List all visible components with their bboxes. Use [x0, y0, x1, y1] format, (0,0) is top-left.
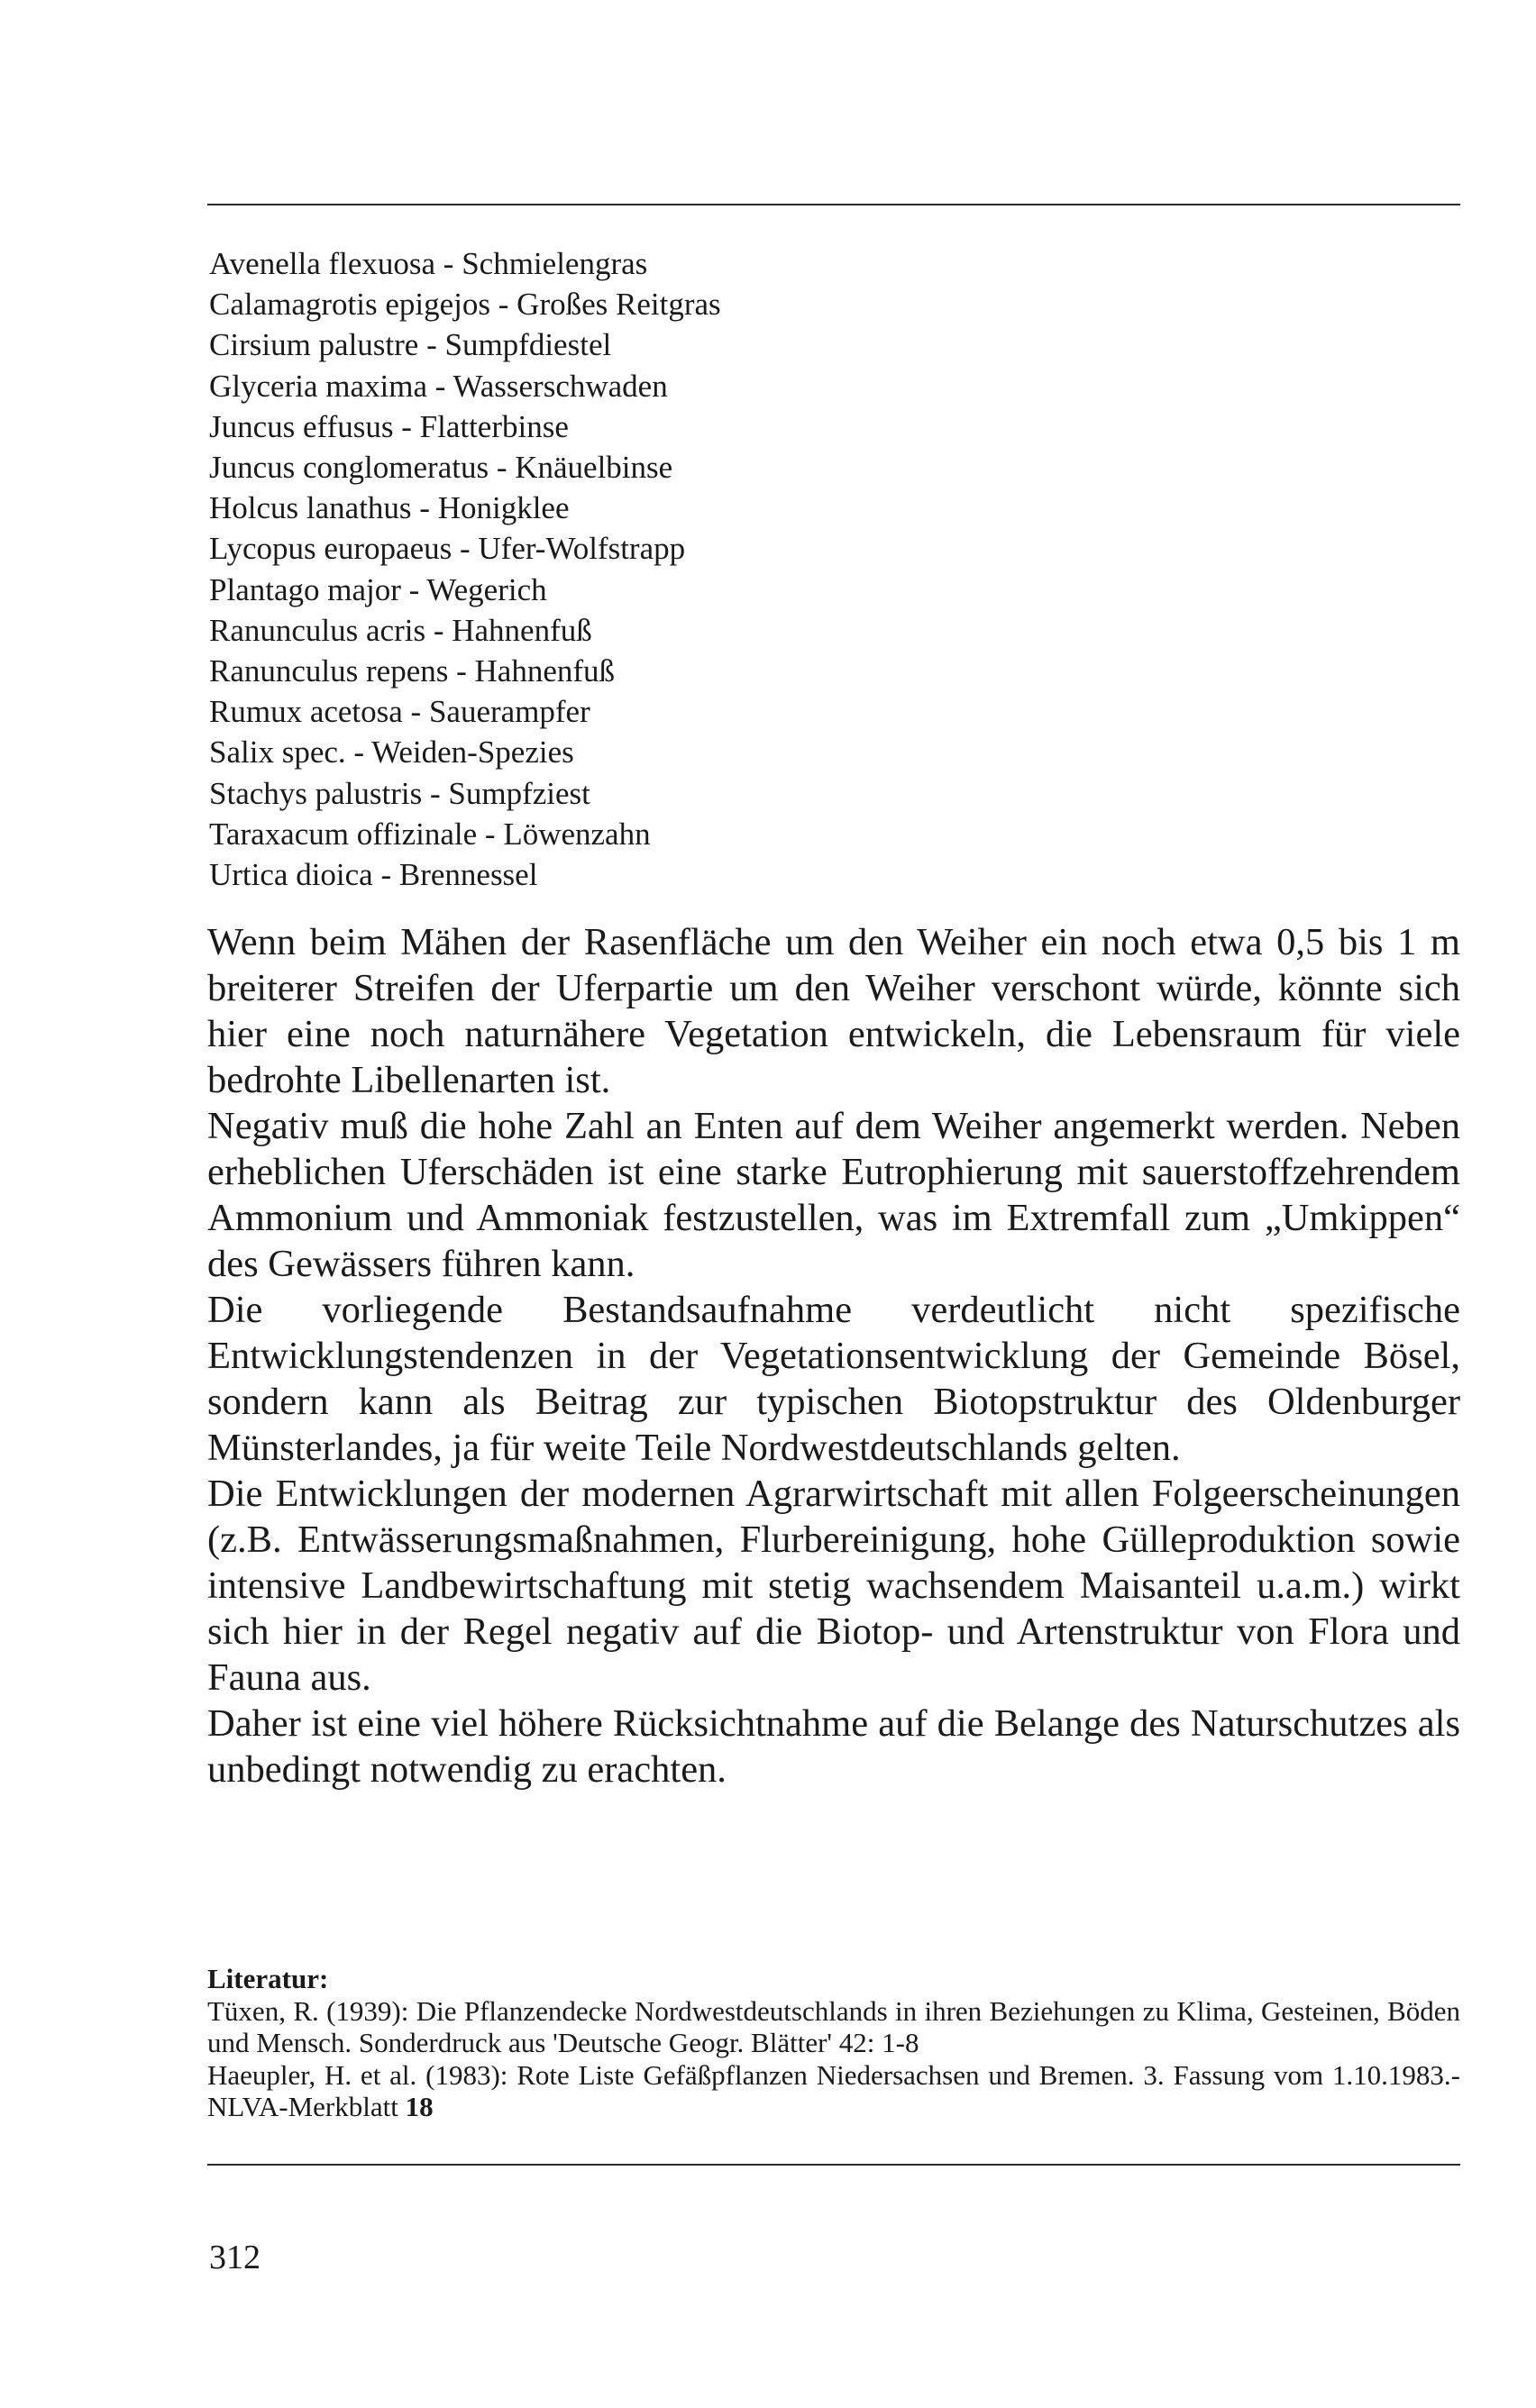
species-item: Calamagrotis epigejos - Großes Reitgras: [209, 287, 721, 323]
reference-text: Haeupler, H. et al. (1983): Rote Liste Gefäßpflanzen Niedersachsen und Bremen. 3. Fassung vom 1.10.1983.- NLVA-Merkblatt: [207, 2058, 1460, 2122]
reference-bold: 18: [405, 2091, 434, 2122]
species-item: Glyceria maxima - Wasserschwaden: [209, 368, 668, 404]
literature-reference: [207, 2059, 1460, 2123]
species-item: Cirsium palustre - Sumpfdiestel: [209, 327, 612, 363]
species-item: Stachys palustris - Sumpfziest: [209, 775, 590, 811]
top-rule: [207, 204, 1460, 205]
body-text: [207, 919, 1460, 1792]
bottom-rule: [207, 2164, 1460, 2166]
species-item: Ranunculus repens - Hahnenfuß: [209, 653, 616, 689]
literature-heading: Literatur:: [207, 1963, 329, 1994]
paragraph: Negativ muß die hohe Zahl an Enten auf dem Weiher angemerkt werden. Neben erheblichen Uferschäden ist eine starke Eutrophierung mit sauerstoffzehrendem Ammonium und Ammoniak festzustellen, was im Extremfall zum „Umkippen“ des Gewässers führen kann.: [207, 1105, 1460, 1285]
literature-reference: [207, 1995, 1460, 2059]
species-item: Plantago major - Wegerich: [209, 571, 547, 607]
species-item: Salix spec. - Weiden-Spezies: [209, 734, 574, 771]
literature-section: [207, 1963, 1460, 2123]
species-item: Holcus lanathus - Honigklee: [209, 490, 570, 526]
species-list: [209, 243, 1453, 895]
paragraph: Die vorliegende Bestandsaufnahme verdeutlicht nicht spezifische Entwicklungstendenzen in der Vegetationsentwicklung der Gemeinde Bösel, sondern kann als Beitrag zur typischen Biotopstruktur des Oldenburger Münsterlandes, ja für weite Teile Nordwestdeutschlands gelten.: [207, 1289, 1460, 1469]
species-item: Urtica dioica - Brennessel: [209, 857, 538, 893]
paragraph: Die Entwicklungen der modernen Agrarwirtschaft mit allen Folgeerscheinungen (z.B. Entwässerungsmaßnahmen, Flurbereinigung, hohe Gülleproduktion sowie intensive Landbewirtschaftung mit stetig wachsendem Maisanteil u.a.m.) wirkt sich hier in der Regel negativ auf die Biotop- und Artenstruktur von Flora und Fauna aus.: [207, 1473, 1460, 1699]
page-number: 312: [209, 2239, 261, 2276]
species-item: Avenella flexuosa - Schmielengras: [209, 246, 648, 281]
paragraph: Wenn beim Mähen der Rasenfläche um den Weiher ein noch etwa 0,5 bis 1 m breiterer Streifen der Uferpartie um den Weiher verschont würde, könnte sich hier eine noch naturnähere Vegetation entwickeln, die Lebensraum für viele bedrohte Libellenarten ist.: [207, 921, 1460, 1101]
species-item: Juncus effusus - Flatterbinse: [209, 408, 569, 444]
species-item: Lycopus europaeus - Ufer-Wolfstrapp: [209, 531, 686, 567]
paragraph: Daher ist eine viel höhere Rücksichtnahme auf die Belange des Naturschutzes als unbedingt notwendig zu erachten.: [207, 1702, 1460, 1791]
species-item: Ranunculus acris - Hahnenfuß: [209, 612, 592, 648]
species-item: Juncus conglomeratus - Knäuelbinse: [209, 450, 673, 486]
reference-text: Tüxen, R. (1939): Die Pflanzendecke Nordwestdeutschlands in ihren Beziehungen zu Klima, Gesteinen, Böden und Mensch. Sonderdruck aus 'Deutsche Geogr. Blätter' 42: 1-8: [207, 1994, 1460, 2058]
species-item: Rumux acetosa - Sauerampfer: [209, 694, 590, 730]
species-item: Taraxacum offizinale - Löwenzahn: [209, 816, 651, 852]
